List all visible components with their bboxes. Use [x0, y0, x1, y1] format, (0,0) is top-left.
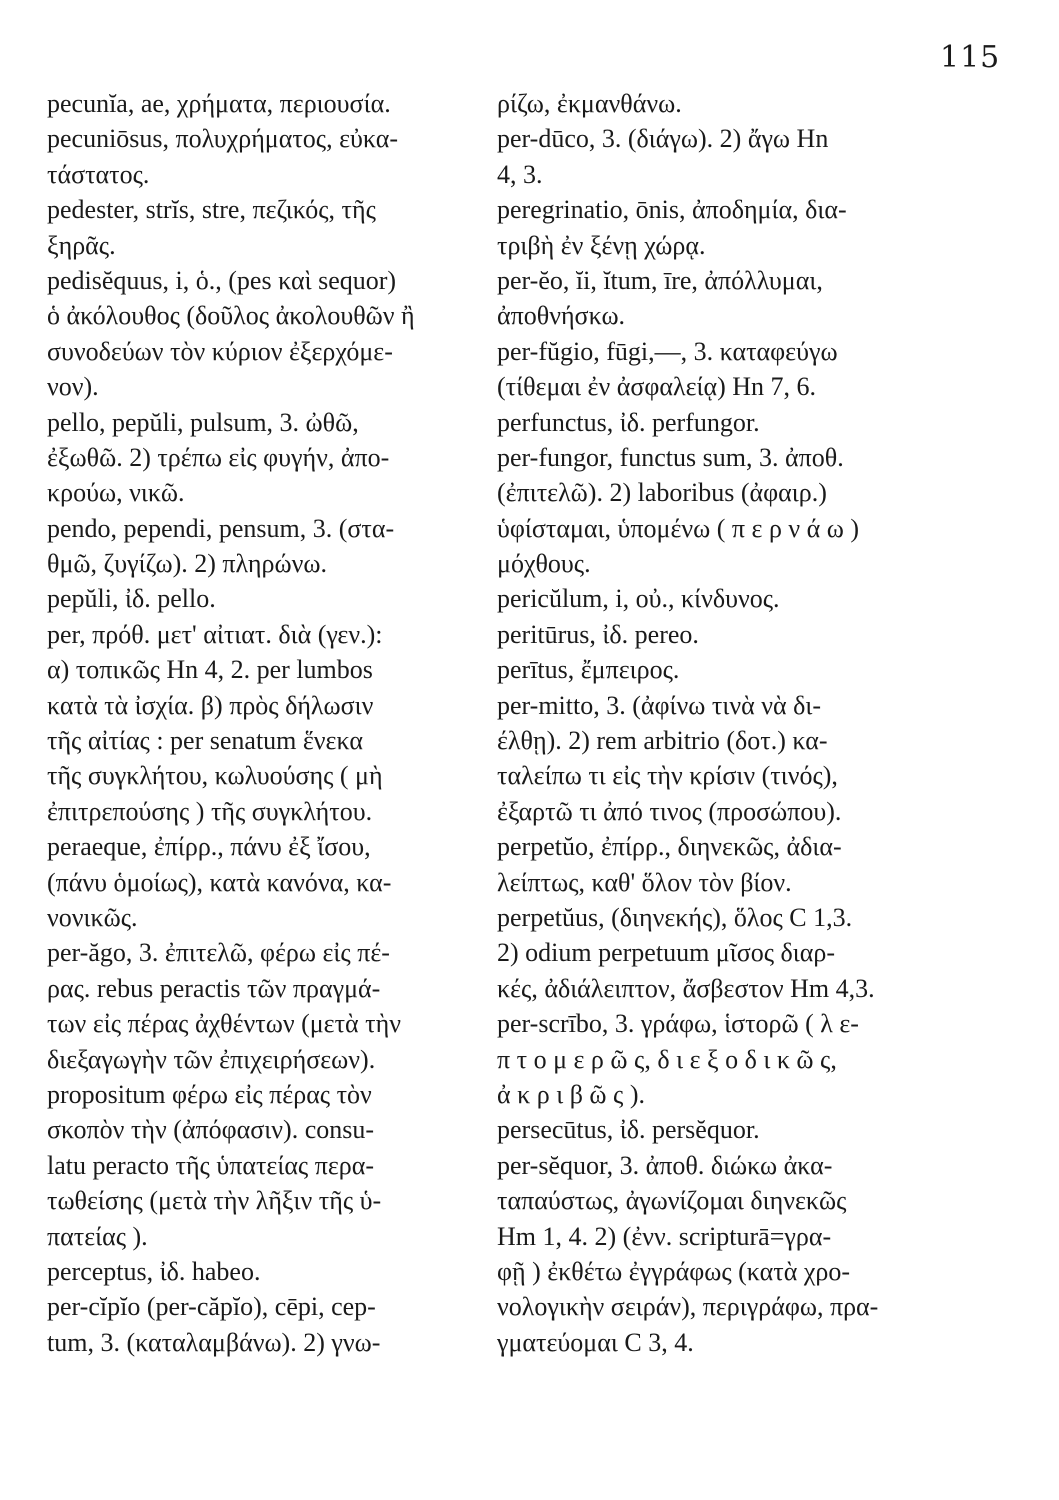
dictionary-line: μόχθους. — [497, 549, 591, 579]
dictionary-line: perfunctus, ἰδ. perfungor. — [497, 407, 760, 437]
dictionary-line: γματεύομαι C 3, 4. — [497, 1327, 694, 1357]
dictionary-line: ρίζω, ἐκμανθάνω. — [497, 89, 682, 118]
dictionary-line: ἀποθνήσκω. — [497, 301, 626, 331]
dictionary-line: ταλείπω τι εἰς τὴν κρίσιν (τινός), — [497, 761, 838, 791]
dictionary-line: ἐπιτρεπούσης ) τῆς συγκλήτου. — [47, 796, 373, 826]
dictionary-line: pepŭli, ἰδ. pello. — [47, 584, 216, 614]
dictionary-line: α) τοπικῶς Hn 4, 2. per lumbos — [47, 655, 373, 685]
dictionary-line: ταπαύστως, ἀγωνίζομαι διηνεκῶς — [497, 1186, 847, 1216]
dictionary-line: propositum φέρω εἰς πέρας τὸν — [47, 1079, 372, 1109]
dictionary-line: τωθείσης (μετὰ τὴν λῆξιν τῆς ὑ- — [47, 1186, 382, 1216]
dictionary-line: τῆς αἰτίας : per senatum ἕνεκα — [47, 726, 363, 756]
dictionary-line: συνοδεύων τὸν κύριον ἐξερχόμε- — [47, 336, 393, 366]
dictionary-line: νολογικὴν σειράν), περιγράφω, πρα- — [497, 1292, 879, 1322]
dictionary-line: τῆς συγκλήτου, κωλυούσης ( μὴ — [47, 761, 383, 791]
dictionary-line: per-ăgo, 3. ἐπιτελῶ, φέρω εἰς πέ- — [47, 938, 390, 968]
dictionary-line: pedisĕquus, i, ὁ., (pes καὶ sequor) — [47, 265, 397, 295]
dictionary-line: pericŭlum, i, οὐ., κίνδυνος. — [497, 584, 780, 614]
dictionary-line: ρας. rebus peractis τῶν πραγμά- — [47, 973, 381, 1003]
dictionary-line: perpetŭus, (διηνεκής), ὅλος C 1,3. — [497, 902, 853, 932]
dictionary-line: latu peracto τῆς ὑπατείας περα- — [47, 1150, 375, 1180]
dictionary-line: (τίθεμαι ἐν ἀσφαλείᾳ) Hn 7, 6. — [497, 372, 817, 402]
dictionary-line: persecūtus, ἰδ. persĕquor. — [497, 1115, 760, 1145]
dictionary-line: peraeque, ἐπίρρ., πάνυ ἐξ ἴσου, — [47, 832, 371, 862]
dictionary-line: peritūrus, ἰδ. pereo. — [497, 619, 699, 649]
dictionary-line: perītus, ἔμπειρος. — [497, 655, 680, 685]
dictionary-line: 2) odium perpetuum μῖσος διαρ- — [497, 938, 836, 968]
dictionary-line: pendo, pependi, pensum, 3. (στα- — [47, 513, 395, 543]
dictionary-line: φῇ ) ἐκθέτω ἐγγράφως (κατὰ χρο- — [497, 1256, 851, 1286]
dictionary-line: perpetŭo, ἐπίρρ., διηνεκῶς, ἀδια- — [497, 832, 842, 862]
dictionary-line: pecuniōsus, πολυχρήματος, εὐκα- — [47, 124, 399, 154]
dictionary-line: κατὰ τὰ ἰσχία. β) πρὸς δήλωσιν — [47, 690, 374, 720]
dictionary-line: των εἰς πέρας ἀχθέντων (μετὰ τὴν — [47, 1009, 401, 1039]
dictionary-line: κρούω, νικῶ. — [47, 478, 185, 508]
dictionary-line: ὑφίσταμαι, ὑπομένω ( π ε ρ ν ά ω ) — [497, 513, 860, 543]
dictionary-line: 4, 3. — [497, 159, 543, 189]
dictionary-line: pedester, strĭs, stre, πεζικός, τῆς — [47, 195, 376, 225]
dictionary-line: τριβὴ ἐν ξένῃ χώρᾳ. — [497, 230, 706, 260]
dictionary-line: pello, pepŭli, pulsum, 3. ὠθῶ, — [47, 407, 359, 437]
dictionary-line: θμῶ, ζυγίζω). 2) πληρώνω. — [47, 549, 327, 579]
dictionary-line: κές, ἀδιάλειπτον, ἄσβεστον Hm 4,3. — [497, 973, 875, 1003]
dictionary-line: έλθῃ). 2) rem arbitrio (δοτ.) κα- — [497, 726, 828, 756]
dictionary-line: per-fungor, functus sum, 3. ἀποθ. — [497, 442, 844, 472]
dictionary-line: ἐξαρτῶ τι ἀπό τινος (προσώπου). — [497, 796, 842, 826]
dictionary-line: σκοπὸν τὴν (ἀπόφασιν). consu- — [47, 1115, 375, 1145]
dictionary-line: ξηρᾶς. — [47, 230, 116, 260]
dictionary-line: perceptus, ἰδ. habeo. — [47, 1256, 261, 1286]
dictionary-line: per-ĕo, ĭi, ĭtum, īre, ἀπόλλυμαι, — [497, 265, 823, 295]
dictionary-line: per-fŭgio, fūgi,—, 3. καταφεύγω — [497, 336, 838, 366]
dictionary-line: Hm 1, 4. 2) (ἐνν. scripturā=γρα- — [497, 1221, 832, 1251]
dictionary-line: per, πρόθ. μετ' αἰτιατ. διὰ (γεν.): — [47, 619, 383, 649]
dictionary-line: per-dūco, 3. (διάγω). 2) ἄγω Hn — [497, 124, 829, 154]
page-number: 115 — [940, 40, 1001, 75]
dictionary-line: (πάνυ ὁμοίως), κατὰ κανόνα, κα- — [47, 867, 392, 897]
dictionary-line: π τ ο μ ε ρ ῶ ς, δ ι ε ξ ο δ ι κ ῶ ς, — [497, 1044, 837, 1074]
dictionary-line: per-sĕquor, 3. ἀποθ. διώκω ἀκα- — [497, 1150, 833, 1180]
dictionary-line: peregrinatio, ōnis, ἀποδημία, δια- — [497, 195, 847, 225]
dictionary-line: ἀ κ ρ ι β ῶ ς ). — [497, 1079, 645, 1109]
dictionary-line: per-scrībo, 3. γράφω, ἱστορῶ ( λ ε- — [497, 1009, 859, 1039]
dictionary-line: ὁ ἀκόλουθος (δοῦλος ἀκολουθῶν ἢ — [47, 301, 415, 331]
dictionary-line: νονικῶς. — [47, 902, 138, 932]
dictionary-line: διεξαγωγὴν τῶν ἐπιχειρήσεων). — [47, 1044, 376, 1074]
dictionary-line: tum, 3. (καταλαμβάνω). 2) γνω- — [47, 1327, 381, 1357]
dictionary-line: τάστατος. — [47, 159, 150, 189]
left-column — [47, 86, 472, 1360]
dictionary-line: πατείας ). — [47, 1221, 148, 1251]
dictionary-line: pecunĭa, ae, χρήματα, περιουσία. — [47, 89, 391, 118]
right-column — [497, 86, 937, 1360]
dictionary-line: (ἐπιτελῶ). 2) laboribus (ἀφαιρ.) — [497, 478, 827, 508]
dictionary-line: per-cĭpĭo (per-căpĭo), cēpi, cep- — [47, 1292, 376, 1322]
dictionary-line: per-mitto, 3. (ἀφίνω τινὰ νὰ δι- — [497, 690, 821, 720]
dictionary-line: λείπτως, καθ' ὅλον τὸν βίον. — [497, 867, 792, 897]
dictionary-line: ἐξωθῶ. 2) τρέπω εἰς φυγήν, ἀπο- — [47, 442, 390, 472]
dictionary-line: νον). — [47, 372, 99, 402]
